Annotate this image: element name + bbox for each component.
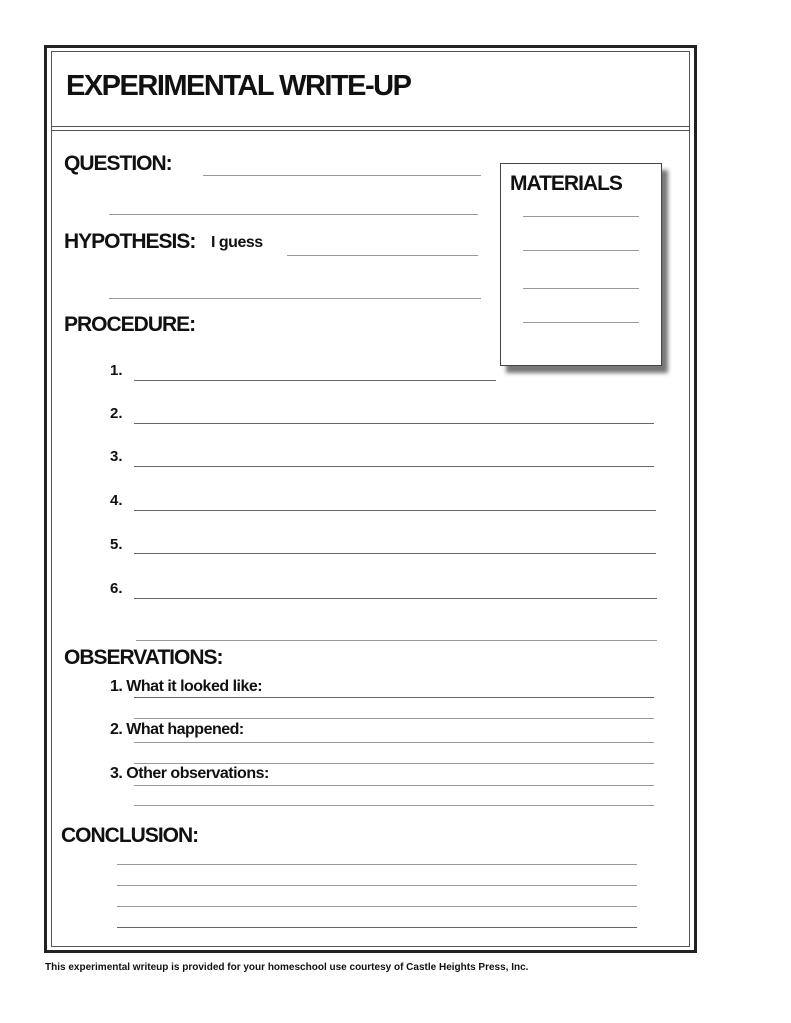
conclusion-line-1[interactable] [117, 864, 637, 865]
observation-text: What it looked like: [126, 678, 263, 695]
procedure-step-line-3[interactable] [134, 466, 654, 467]
procedure-step-line-6[interactable] [134, 598, 657, 599]
materials-line-3[interactable] [523, 288, 639, 289]
procedure-step-line-4[interactable] [134, 510, 656, 511]
procedure-step-number: 1. [110, 362, 123, 379]
observation-line[interactable] [134, 742, 654, 743]
observation-text: What happened: [126, 721, 244, 738]
observation-text: Other observations: [126, 765, 269, 782]
hypothesis-prefix: I guess [211, 234, 263, 251]
conclusion-label: CONCLUSION: [61, 824, 199, 847]
materials-line-4[interactable] [523, 322, 639, 323]
conclusion-line-4[interactable] [117, 927, 637, 928]
procedure-step-line-5[interactable] [134, 553, 656, 554]
conclusion-line-3[interactable] [117, 906, 637, 907]
procedure-extra-line[interactable] [136, 640, 657, 641]
title-divider [51, 126, 690, 127]
observation-line[interactable] [134, 718, 654, 719]
hypothesis-answer-line-1[interactable] [287, 255, 478, 256]
observation-line[interactable] [134, 763, 654, 764]
question-answer-line-2[interactable] [109, 214, 478, 215]
observation-line[interactable] [134, 785, 654, 786]
observation-number: 3. [110, 765, 123, 782]
page-title: EXPERIMENTAL WRITE-UP [66, 70, 411, 102]
materials-line-1[interactable] [523, 216, 639, 217]
hypothesis-label: HYPOTHESIS: [64, 230, 196, 253]
title-divider-double [51, 130, 690, 131]
hypothesis-answer-line-2[interactable] [109, 298, 481, 299]
observation-line[interactable] [134, 697, 654, 698]
procedure-step-line-2[interactable] [134, 423, 654, 424]
observation-line[interactable] [134, 805, 654, 806]
procedure-step-number: 3. [110, 448, 123, 465]
footer-credit: This experimental writeup is provided for your homeschool use courtesy of Castle Heights Press, Inc. [45, 962, 529, 973]
materials-box [500, 163, 662, 366]
procedure-step-number: 5. [110, 536, 123, 553]
procedure-step-number: 4. [110, 492, 123, 509]
materials-label: MATERIALS [510, 172, 622, 195]
materials-line-2[interactable] [523, 250, 639, 251]
observation-item-1 [110, 678, 262, 696]
observation-item-3 [110, 765, 269, 783]
question-label: QUESTION: [64, 152, 172, 175]
observation-number: 1. [110, 678, 123, 695]
observation-item-2 [110, 721, 244, 739]
procedure-step-number: 6. [110, 580, 123, 597]
procedure-step-number: 2. [110, 405, 123, 422]
observation-number: 2. [110, 721, 123, 738]
procedure-label: PROCEDURE: [64, 313, 196, 336]
conclusion-line-2[interactable] [117, 885, 637, 886]
observations-label: OBSERVATIONS: [64, 646, 223, 669]
question-answer-line-1[interactable] [203, 175, 481, 176]
procedure-step-line-1[interactable] [134, 380, 496, 381]
